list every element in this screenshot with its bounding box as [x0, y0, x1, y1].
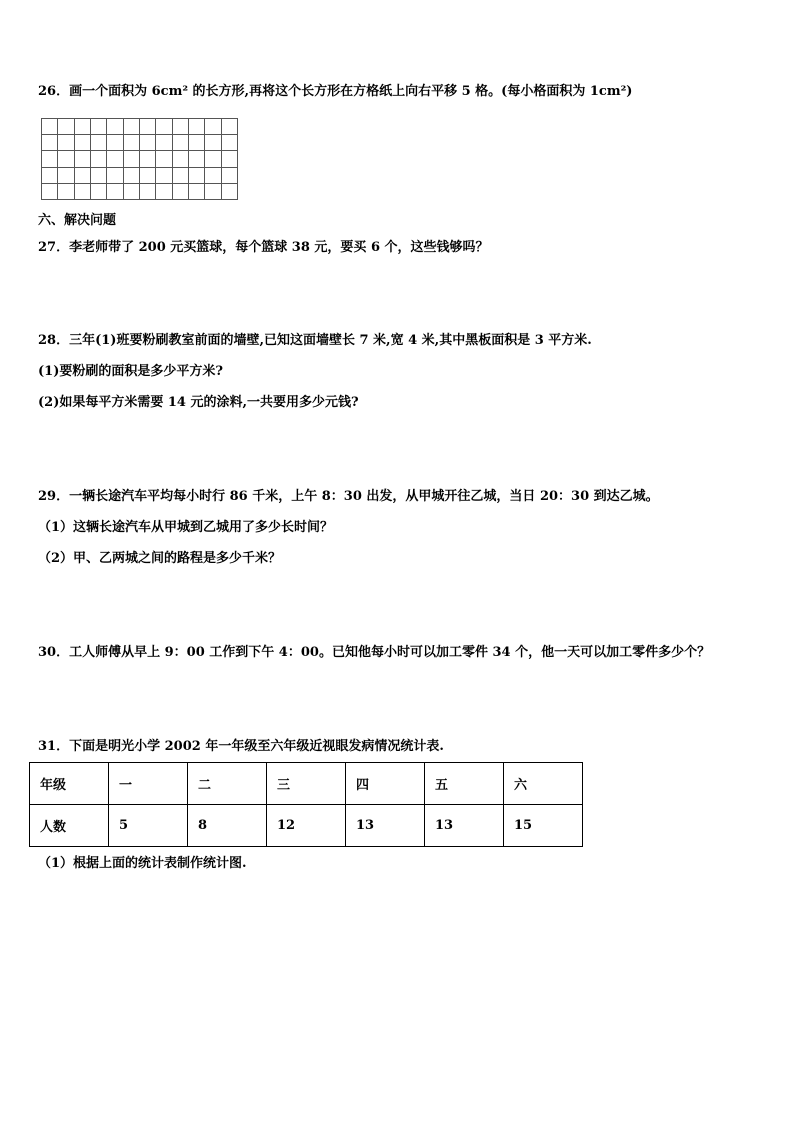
table-header-row [30, 763, 583, 805]
grid-cell [156, 119, 172, 135]
table-cell: 8 [188, 805, 267, 847]
grid-cell [91, 119, 107, 135]
grid-cell [75, 168, 91, 184]
question-28: 28．三年(1)班要粉刷教室前面的墙壁,已知这面墙壁长 7 米,宽 4 米,其中黑板面积是 3 平方米. [38, 333, 592, 348]
grid-cell [173, 151, 189, 167]
table-cell: 15 [504, 805, 583, 847]
grid-cell [205, 135, 221, 151]
grid-cell [140, 184, 156, 200]
grid-cell [173, 135, 189, 151]
grid-cell [173, 184, 189, 200]
question-29-sub1: （1）这辆长途汽车从甲城到乙城用了多少长时间？ [38, 520, 334, 535]
grid-cell [42, 168, 58, 184]
question-27: 27．李老师带了 200 元买篮球，每个篮球 38 元，要买 6 个，这些钱够吗？ [38, 240, 489, 255]
grid-cell [205, 119, 221, 135]
grid-cell [91, 151, 107, 167]
grid-cell [58, 184, 74, 200]
table-cell: 13 [346, 805, 425, 847]
grid-cell [75, 135, 91, 151]
grid-cell [107, 151, 123, 167]
grid-cell [91, 168, 107, 184]
question-28-sub2: (2)如果每平方米需要 14 元的涂料,一共要用多少元钱? [38, 395, 359, 410]
grid-cell [107, 184, 123, 200]
table-row [30, 805, 583, 847]
grid-cell [42, 135, 58, 151]
grid-cell [124, 151, 140, 167]
grid-paper [41, 118, 238, 200]
grid-cell [107, 168, 123, 184]
grid-cell [156, 184, 172, 200]
grid-cell [222, 168, 238, 184]
question-31-sub1: （1）根据上面的统计表制作统计图. [38, 856, 247, 871]
question-29: 29．一辆长途汽车平均每小时行 86 千米，上午 8：30 出发，从甲城开往乙城，当日 20：30 到达乙城。 [38, 489, 659, 504]
grid-cell [205, 184, 221, 200]
table-cell: 四 [346, 763, 425, 805]
table-cell: 年级 [30, 763, 109, 805]
grid-cell [140, 168, 156, 184]
question-30: 30．工人师傅从早上 9：00 工作到下午 4：00。已知他每小时可以加工零件 34 个，他一天可以加工零件多少个？ [38, 645, 711, 660]
statistics-table [29, 762, 583, 847]
grid-cell [156, 135, 172, 151]
grid-cell [173, 168, 189, 184]
grid-cell [42, 151, 58, 167]
grid-cell [156, 168, 172, 184]
question-29-sub2: （2）甲、乙两城之间的路程是多少千米？ [38, 551, 282, 566]
grid-cell [189, 184, 205, 200]
grid-cell [140, 151, 156, 167]
table-cell: 五 [425, 763, 504, 805]
grid-cell [75, 119, 91, 135]
table-cell: 三 [267, 763, 346, 805]
grid-cell [58, 151, 74, 167]
section-title: 六、解决问题 [38, 213, 117, 228]
grid-cell [107, 119, 123, 135]
table-cell: 5 [109, 805, 188, 847]
grid-cell [189, 151, 205, 167]
grid-cell [58, 119, 74, 135]
grid-cell [205, 151, 221, 167]
grid-cell [58, 168, 74, 184]
grid-cell [140, 119, 156, 135]
grid-cell [75, 184, 91, 200]
grid-cell [189, 135, 205, 151]
table-cell: 二 [188, 763, 267, 805]
grid-cell [91, 184, 107, 200]
table-cell: 13 [425, 805, 504, 847]
grid-cell [222, 151, 238, 167]
grid-cell [124, 184, 140, 200]
grid-cell [42, 184, 58, 200]
grid-cell [173, 119, 189, 135]
grid-cell [75, 151, 91, 167]
grid-cell [124, 168, 140, 184]
grid-cell [42, 119, 58, 135]
table-cell: 六 [504, 763, 583, 805]
grid-cell [58, 135, 74, 151]
grid-cell [140, 135, 156, 151]
table-cell: 12 [267, 805, 346, 847]
grid-cell [156, 151, 172, 167]
grid-cell [124, 135, 140, 151]
grid-cell [222, 135, 238, 151]
grid-cell [107, 135, 123, 151]
grid-cell [91, 135, 107, 151]
grid-cell [124, 119, 140, 135]
grid-cell [205, 168, 221, 184]
grid-cell [222, 119, 238, 135]
grid-cell [189, 119, 205, 135]
question-28-sub1: (1)要粉刷的面积是多少平方米? [38, 364, 223, 379]
table-cell: 一 [109, 763, 188, 805]
question-26: 26．画一个面积为 6cm² 的长方形,再将这个长方形在方格纸上向右平移 5 格。(每小格面积为 1cm²) [38, 84, 633, 99]
grid-cell [189, 168, 205, 184]
grid-cell [222, 184, 238, 200]
table-cell: 人数 [30, 805, 109, 847]
question-31: 31．下面是明光小学 2002 年一年级至六年级近视眼发病情况统计表. [38, 739, 444, 754]
